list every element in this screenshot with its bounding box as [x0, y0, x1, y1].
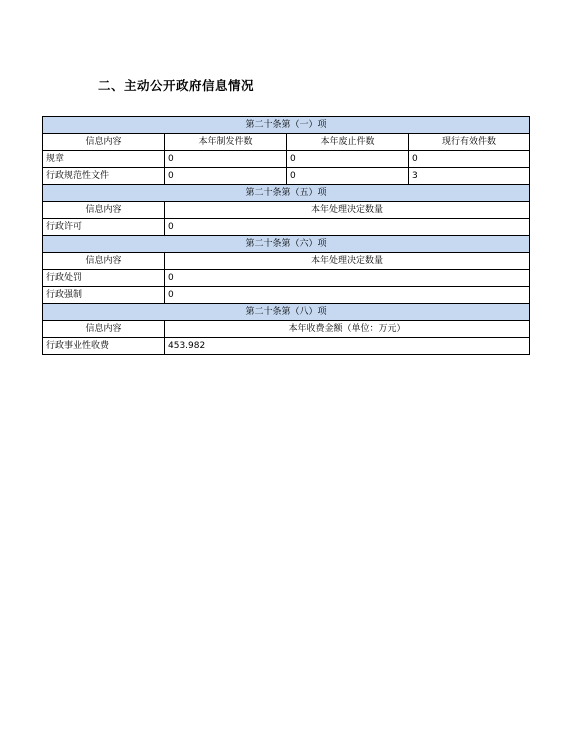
- table-row: [43, 338, 530, 355]
- block-header-row: [43, 185, 530, 202]
- column-header: 本年处理决定数量: [165, 253, 530, 270]
- table-row: [43, 219, 530, 236]
- block-header: 第二十条第（八）项: [43, 304, 530, 321]
- info-table: [42, 116, 530, 355]
- column-header-row: [43, 202, 530, 219]
- cell-value: 0: [165, 168, 287, 185]
- row-label: 行政处罚: [43, 270, 165, 287]
- row-label: 规章: [43, 151, 165, 168]
- row-label: 行政许可: [43, 219, 165, 236]
- cell-value: 0: [287, 151, 409, 168]
- cell-value: 0: [409, 151, 530, 168]
- column-header: 现行有效件数: [409, 134, 530, 151]
- section-title: 二、主动公开政府信息情况: [98, 78, 255, 93]
- table-row: [43, 168, 530, 185]
- column-header-row: [43, 134, 530, 151]
- column-header: 本年制发件数: [165, 134, 287, 151]
- cell-value: 0: [165, 151, 287, 168]
- column-header: 信息内容: [43, 321, 165, 338]
- column-header-row: [43, 321, 530, 338]
- column-header: 本年收费金额（单位：万元）: [165, 321, 530, 338]
- column-header: 信息内容: [43, 253, 165, 270]
- cell-value: 0: [165, 270, 530, 287]
- cell-value: 0: [165, 219, 530, 236]
- row-label: 行政规范性文件: [43, 168, 165, 185]
- column-header: 信息内容: [43, 202, 165, 219]
- cell-value: 453.982: [165, 338, 530, 355]
- cell-value: 0: [287, 168, 409, 185]
- block-header: 第二十条第（六）项: [43, 236, 530, 253]
- block-header-row: [43, 117, 530, 134]
- column-header: 信息内容: [43, 134, 165, 151]
- table-row: [43, 287, 530, 304]
- table-row: [43, 270, 530, 287]
- block-header-row: [43, 304, 530, 321]
- table-row: [43, 151, 530, 168]
- column-header: 本年废止件数: [287, 134, 409, 151]
- cell-value: 0: [165, 287, 530, 304]
- column-header: 本年处理决定数量: [165, 202, 530, 219]
- block-header-row: [43, 236, 530, 253]
- block-header: 第二十条第（五）项: [43, 185, 530, 202]
- row-label: 行政事业性收费: [43, 338, 165, 355]
- column-header-row: [43, 253, 530, 270]
- cell-value: 3: [409, 168, 530, 185]
- block-header: 第二十条第（一）项: [43, 117, 530, 134]
- row-label: 行政强制: [43, 287, 165, 304]
